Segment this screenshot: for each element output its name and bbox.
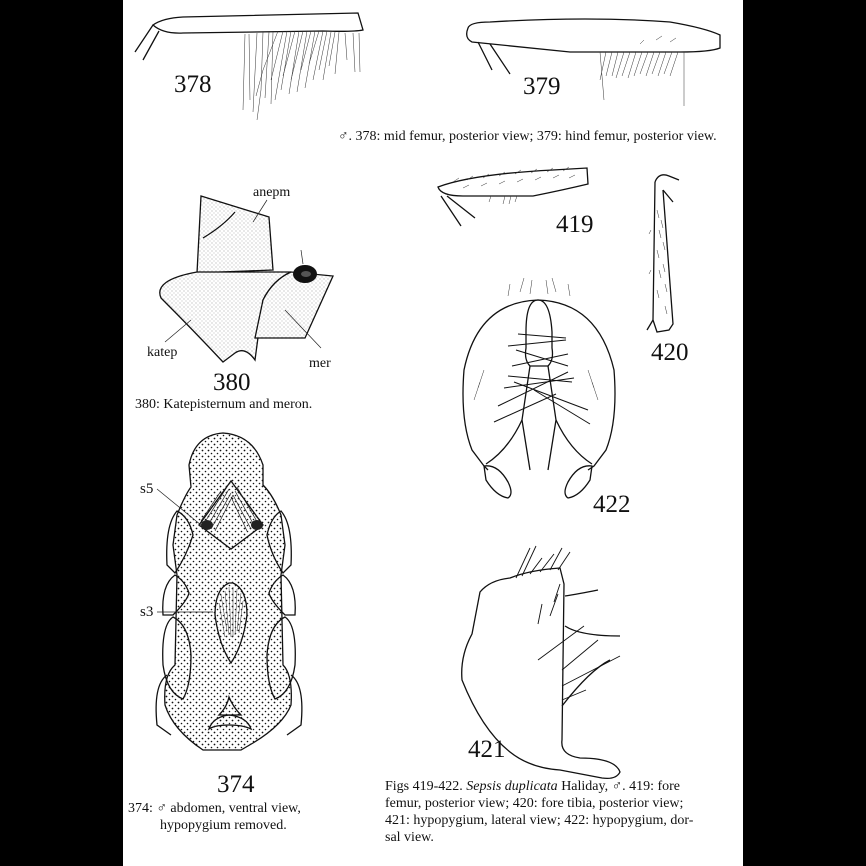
caption-prefix: Figs 419-422. — [385, 779, 467, 794]
caption-380: 380: Katepisternum and meron. — [135, 397, 313, 412]
fig-379-number: 379 — [523, 73, 561, 100]
fig-374-number: 374 — [217, 771, 255, 798]
fig-378-number: 378 — [174, 71, 212, 98]
caption-line2: femur, posterior view; 420: fore tibia, posterior view; — [385, 796, 684, 811]
fig-380-number: 380 — [213, 369, 251, 396]
fig-374-abdomen-drawing — [123, 425, 343, 765]
fig-419-number: 419 — [556, 211, 594, 238]
fig-419-fore-femur-drawing — [433, 160, 633, 230]
caption-line1-rest: Haliday, ♂. 419: fore — [557, 779, 681, 794]
fig-420-number: 420 — [651, 339, 689, 366]
fig-421-number: 421 — [468, 736, 506, 763]
label-anepm: anepm — [253, 185, 291, 200]
caption-374-line1: 374: ♂ abdomen, ventral view, — [128, 801, 301, 816]
label-katep: katep — [147, 345, 178, 360]
fig-422-hypopygium-dorsal-drawing — [438, 270, 638, 510]
label-s3: s3 — [140, 604, 154, 620]
caption-378-379: ♂. 378: mid femur, posterior view; 379: hind femur, posterior view. — [338, 129, 717, 144]
journal-page — [123, 0, 743, 866]
species-name: Sepsis duplicata — [466, 779, 558, 794]
label-mer: mer — [309, 356, 331, 371]
caption-line3: 421: hypopygium, lateral view; 422: hypopygium, dor- — [385, 813, 694, 828]
caption-line4: sal view. — [385, 830, 434, 845]
fig-422-number: 422 — [593, 491, 631, 518]
caption-419-422 — [385, 778, 737, 846]
fig-379-hind-femur-drawing — [440, 0, 740, 125]
caption-374-line2: hypopygium removed. — [160, 818, 287, 833]
label-s5: s5 — [140, 481, 154, 497]
fig-420-fore-tibia-drawing — [645, 170, 705, 340]
fig-378-mid-femur-drawing — [123, 0, 383, 125]
